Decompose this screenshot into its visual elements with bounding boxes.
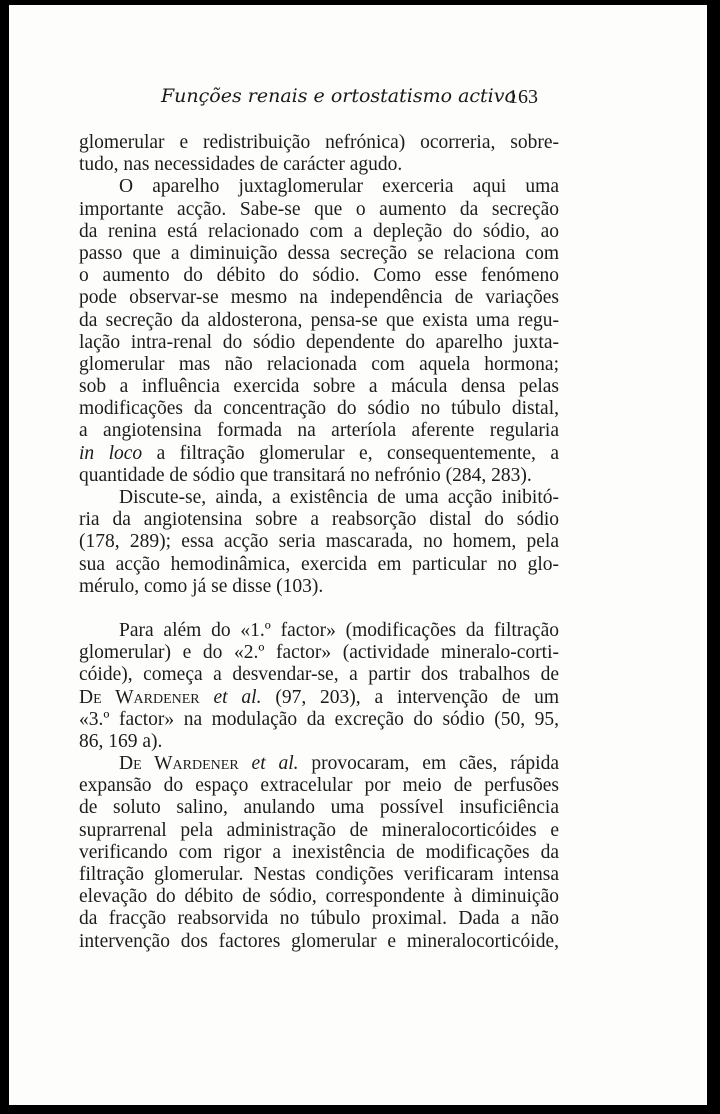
text-line: pode observar-se mesmo na independência de variações xyxy=(79,287,559,309)
text-line: O aparelho juxtaglomerular exerceria aqui uma xyxy=(119,176,559,198)
text-line: glomerular e redistribuição nefrónica) ocorreria, sobre- xyxy=(79,132,559,153)
text-line xyxy=(79,687,559,709)
text-line: intervenção dos factores glomerular e mineralocorticóide, xyxy=(79,930,559,952)
text-line: importante acção. Sabe-se que o aumento da secreção xyxy=(79,198,559,220)
text-line: sua acção hemodinâmica, exercida em particular no glo- xyxy=(79,553,559,575)
text-line: mérulo, como já se disse (103). xyxy=(79,575,324,597)
text-fragment: a filtração glomerular e, consequentemente, a xyxy=(142,442,559,464)
text-line: tudo, nas necessidades de carácter agudo. xyxy=(79,154,403,176)
text-line: cóide), começa a desvendar-se, a partir dos trabalhos de xyxy=(79,664,559,686)
text-line: filtração glomerular. Nestas condições verificaram intensa xyxy=(79,864,559,885)
text-line: 86, 169 a). xyxy=(79,730,163,752)
text-line: lação intra-renal do sódio dependente do aparelho juxta- xyxy=(79,331,559,353)
page-number: 163 xyxy=(508,86,538,108)
section-gap xyxy=(79,598,559,620)
text-line: glomerular) e do «2.º factor» (actividade mineralo-corti- xyxy=(79,642,559,664)
text-line: de soluto salino, anulando uma possível insuficiência xyxy=(79,797,559,819)
italic-phrase: in loco xyxy=(79,442,143,464)
author-name: De Wardener xyxy=(119,753,239,775)
book-page xyxy=(9,5,707,1105)
text-line: verificando com rigor a inexistência de modificações da xyxy=(79,841,559,863)
text-line: «3.º factor» na modulação da excreção do sódio (50, 95, xyxy=(79,708,559,730)
text-line: glomerular mas não relacionada com aquela hormona; xyxy=(79,353,559,375)
text-line: quantidade de sódio que transitará no nefrónio (284, 283). xyxy=(79,464,532,486)
text-fragment: provocaram, em cães, rápida xyxy=(298,753,559,775)
text-line: o aumento do débito do sódio. Como esse fenómeno xyxy=(79,265,559,287)
text-line xyxy=(79,443,559,465)
text-line: expansão do espaço extracelular por meio de perfusões xyxy=(79,775,559,797)
text-line: da secreção da aldosterona, pensa-se que exista uma regu- xyxy=(79,309,559,331)
et-al: et al. xyxy=(213,686,262,708)
text-line xyxy=(79,753,559,775)
author-name: De Wardener xyxy=(79,686,200,708)
text-line: elevação do débito de sódio, correspondente à diminuição xyxy=(79,886,559,908)
text-line: modificações da concentração do sódio no túbulo distal, xyxy=(79,398,559,420)
text-line: Discute-se, ainda, a existência de uma acção inibitó- xyxy=(119,487,559,508)
text-line: passo que a diminuição dessa secreção se relaciona com xyxy=(79,242,559,264)
running-title: Funções renais e ortostatismo activo xyxy=(161,85,516,107)
text-line: Para além do «1.º factor» (modificações da filtração xyxy=(119,619,559,641)
text-line: suprarrenal pela administração de mineralocorticóides e xyxy=(79,819,559,841)
text-line: da fracção reabsorvida no túbulo proximal. Dada a não xyxy=(79,908,559,930)
body-text xyxy=(79,132,559,953)
text-line: sob a influência exercida sobre a mácula densa pelas xyxy=(79,376,559,398)
page-header xyxy=(9,85,707,115)
text-line: ria da angiotensina sobre a reabsorção distal do sódio xyxy=(79,509,559,531)
text-line: da renina está relacionado com a depleção do sódio, ao xyxy=(79,220,559,242)
et-al: et al. xyxy=(251,753,299,775)
text-line: (178, 289); essa acção seria mascarada, no homem, pela xyxy=(79,531,559,553)
text-fragment: (97, 203), a intervenção de um xyxy=(261,686,559,708)
text-line: a angiotensina formada na arteríola aferente regularia xyxy=(79,420,559,442)
